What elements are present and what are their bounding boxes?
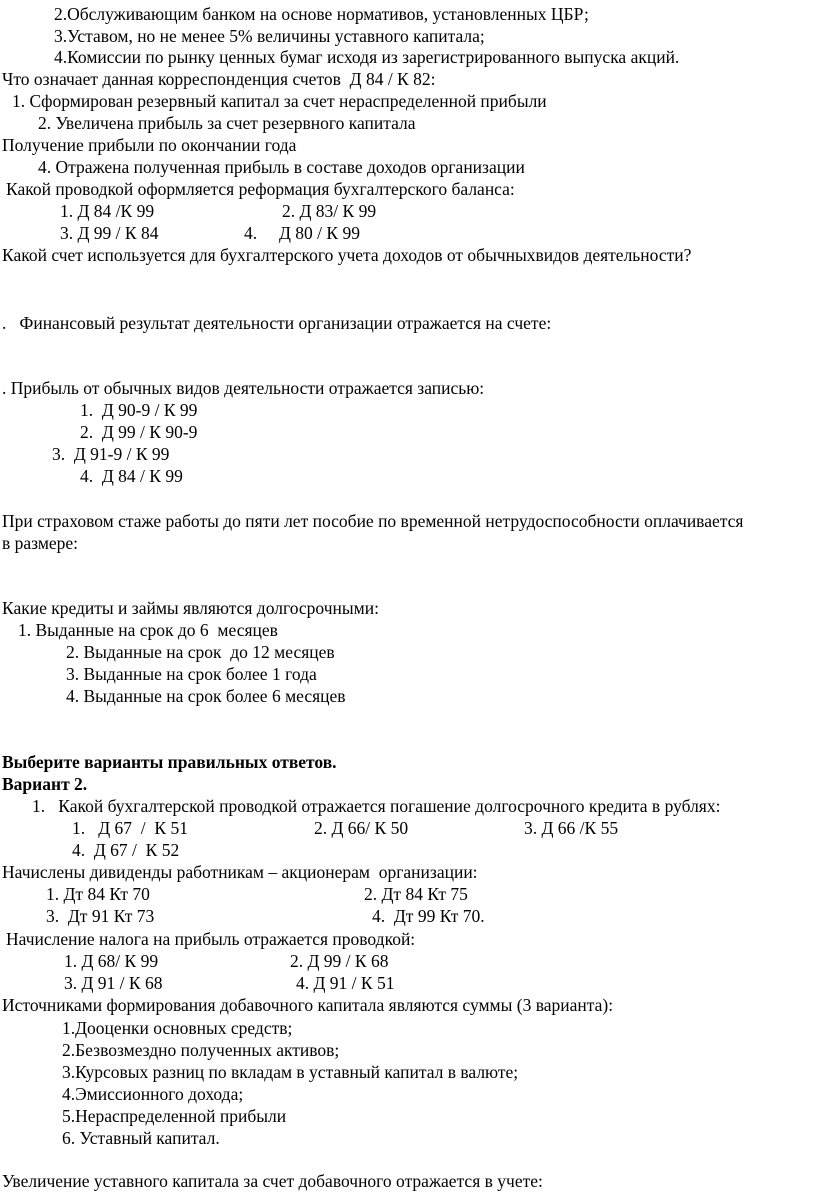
answer-option-3: 3. Д 99 / К 84 [60, 223, 159, 243]
answer-option-2: 2.Безвозмездно полученных активов; [62, 1040, 340, 1060]
question-correspondence-84-82: Что означает данная корреспонденция счетов Д 84 / К 82: [2, 69, 436, 89]
answer-option-3: 3. Д 91-9 / К 99 [52, 444, 170, 464]
answer-option-3: 3. Д 91 / К 68 [64, 973, 163, 993]
answer-option-2-bank: 2.Обслуживающим банком на основе нормативов, установленных ЦБР; [54, 4, 589, 24]
answer-option-1: 1. Дт 84 Кт 70 [46, 884, 150, 904]
answer-option-1: 1. Д 84 /К 99 [60, 201, 155, 221]
question-sick-leave-benefit: При страховом стаже работы до пяти лет пособие по временной нетрудоспособности оплачивается [2, 511, 744, 531]
answer-option-3: 3.Курсовых разниц по вкладам в уставный капитал в валюте; [62, 1062, 519, 1082]
answer-option-3: 3. Д 66 /К 55 [524, 818, 619, 838]
variant-heading: Вариант 2. [2, 774, 88, 794]
question-balance-reformation: Какой проводкой оформляется реформация бухгалтерского баланса: [6, 179, 515, 199]
question-profit-tax-entry: Начисление налога на прибыль отражается проводкой: [6, 929, 416, 949]
question-ordinary-income-account: Какой счет используется для бухгалтерского учета доходов от обычныхвидов деятельности? [2, 245, 692, 265]
answer-option-3-charter: 3.Уставом, но не менее 5% величины уставного капитала; [54, 26, 485, 46]
answer-option-2: 2. Д 99 / К 90-9 [80, 422, 198, 442]
question-sick-leave-benefit-continued: в размере: [2, 533, 79, 553]
answer-option-3: 3. Дт 91 Кт 73 [46, 906, 155, 926]
answer-option-2: 2. Увеличена прибыль за счет резервного капитала [38, 113, 416, 133]
question-dividends-employees: Начислены дивиденды работникам – акционерам организации: [2, 862, 478, 882]
answer-option-4: 4. Д 91 / К 51 [296, 973, 395, 993]
answer-option-4: 4. Д 84 / К 99 [80, 466, 183, 486]
answer-option-6: 6. Уставный капитал. [62, 1128, 220, 1148]
answer-option-3: 3. Выданные на срок более 1 года [66, 664, 317, 684]
question-long-term-loan-repayment: 1. Какой бухгалтерской проводкой отражается погашение долгосрочного кредита в рублях: [32, 796, 721, 816]
answer-option-3: Получение прибыли по окончании года [2, 135, 297, 155]
answer-option-1: 1.Дооценки основных средств; [62, 1018, 293, 1038]
answer-option-4-commission: 4.Комиссии по рынку ценных бумаг исходя из зарегистрированного выпуска акций. [54, 47, 680, 67]
section-heading: Выберите варианты правильных ответов. [2, 752, 337, 772]
question-financial-result-account: . Финансовый результат деятельности организации отражается на счете: [2, 313, 552, 333]
answer-option-4: 4. Отражена полученная прибыль в составе доходов организации [38, 157, 525, 177]
answer-option-2: 2. Д 99 / К 68 [290, 951, 389, 971]
answer-option-2: 2. Д 66/ К 50 [314, 818, 409, 838]
answer-option-1: 1. Сформирован резервный капитал за счет нераспределенной прибыли [12, 91, 547, 111]
question-additional-capital-sources: Источниками формирования добавочного капитала являются суммы (3 варианта): [2, 995, 614, 1015]
answer-option-4: 4. Выданные на срок более 6 месяцев [66, 686, 346, 706]
answer-option-4: 4. Д 80 / К 99 [244, 223, 360, 243]
answer-option-1: 1. Д 90-9 / К 99 [80, 400, 198, 420]
answer-option-5: 5.Нераспределенной прибыли [62, 1106, 287, 1126]
answer-option-4: 4.Эмиссионного дохода; [62, 1084, 244, 1104]
question-long-term-loans: Какие кредиты и займы являются долгосрочными: [2, 598, 379, 618]
question-ordinary-profit-entry: . Прибыль от обычных видов деятельности отражается записью: [2, 378, 485, 398]
question-charter-capital-increase: Увеличение уставного капитала за счет добавочного отражается в учете: [2, 1171, 543, 1191]
answer-option-4: 4. Д 67 / К 52 [72, 840, 180, 860]
answer-option-2: 2. Выданные на срок до 12 месяцев [66, 642, 335, 662]
answer-option-1: 1. Д 68/ К 99 [64, 951, 159, 971]
answer-option-1: 1. Д 67 / К 51 [72, 818, 188, 838]
answer-option-4: 4. Дт 99 Кт 70. [372, 906, 485, 926]
answer-option-1: 1. Выданные на срок до 6 месяцев [18, 620, 278, 640]
answer-option-2: 2. Дт 84 Кт 75 [364, 884, 468, 904]
answer-option-2: 2. Д 83/ К 99 [282, 201, 377, 221]
